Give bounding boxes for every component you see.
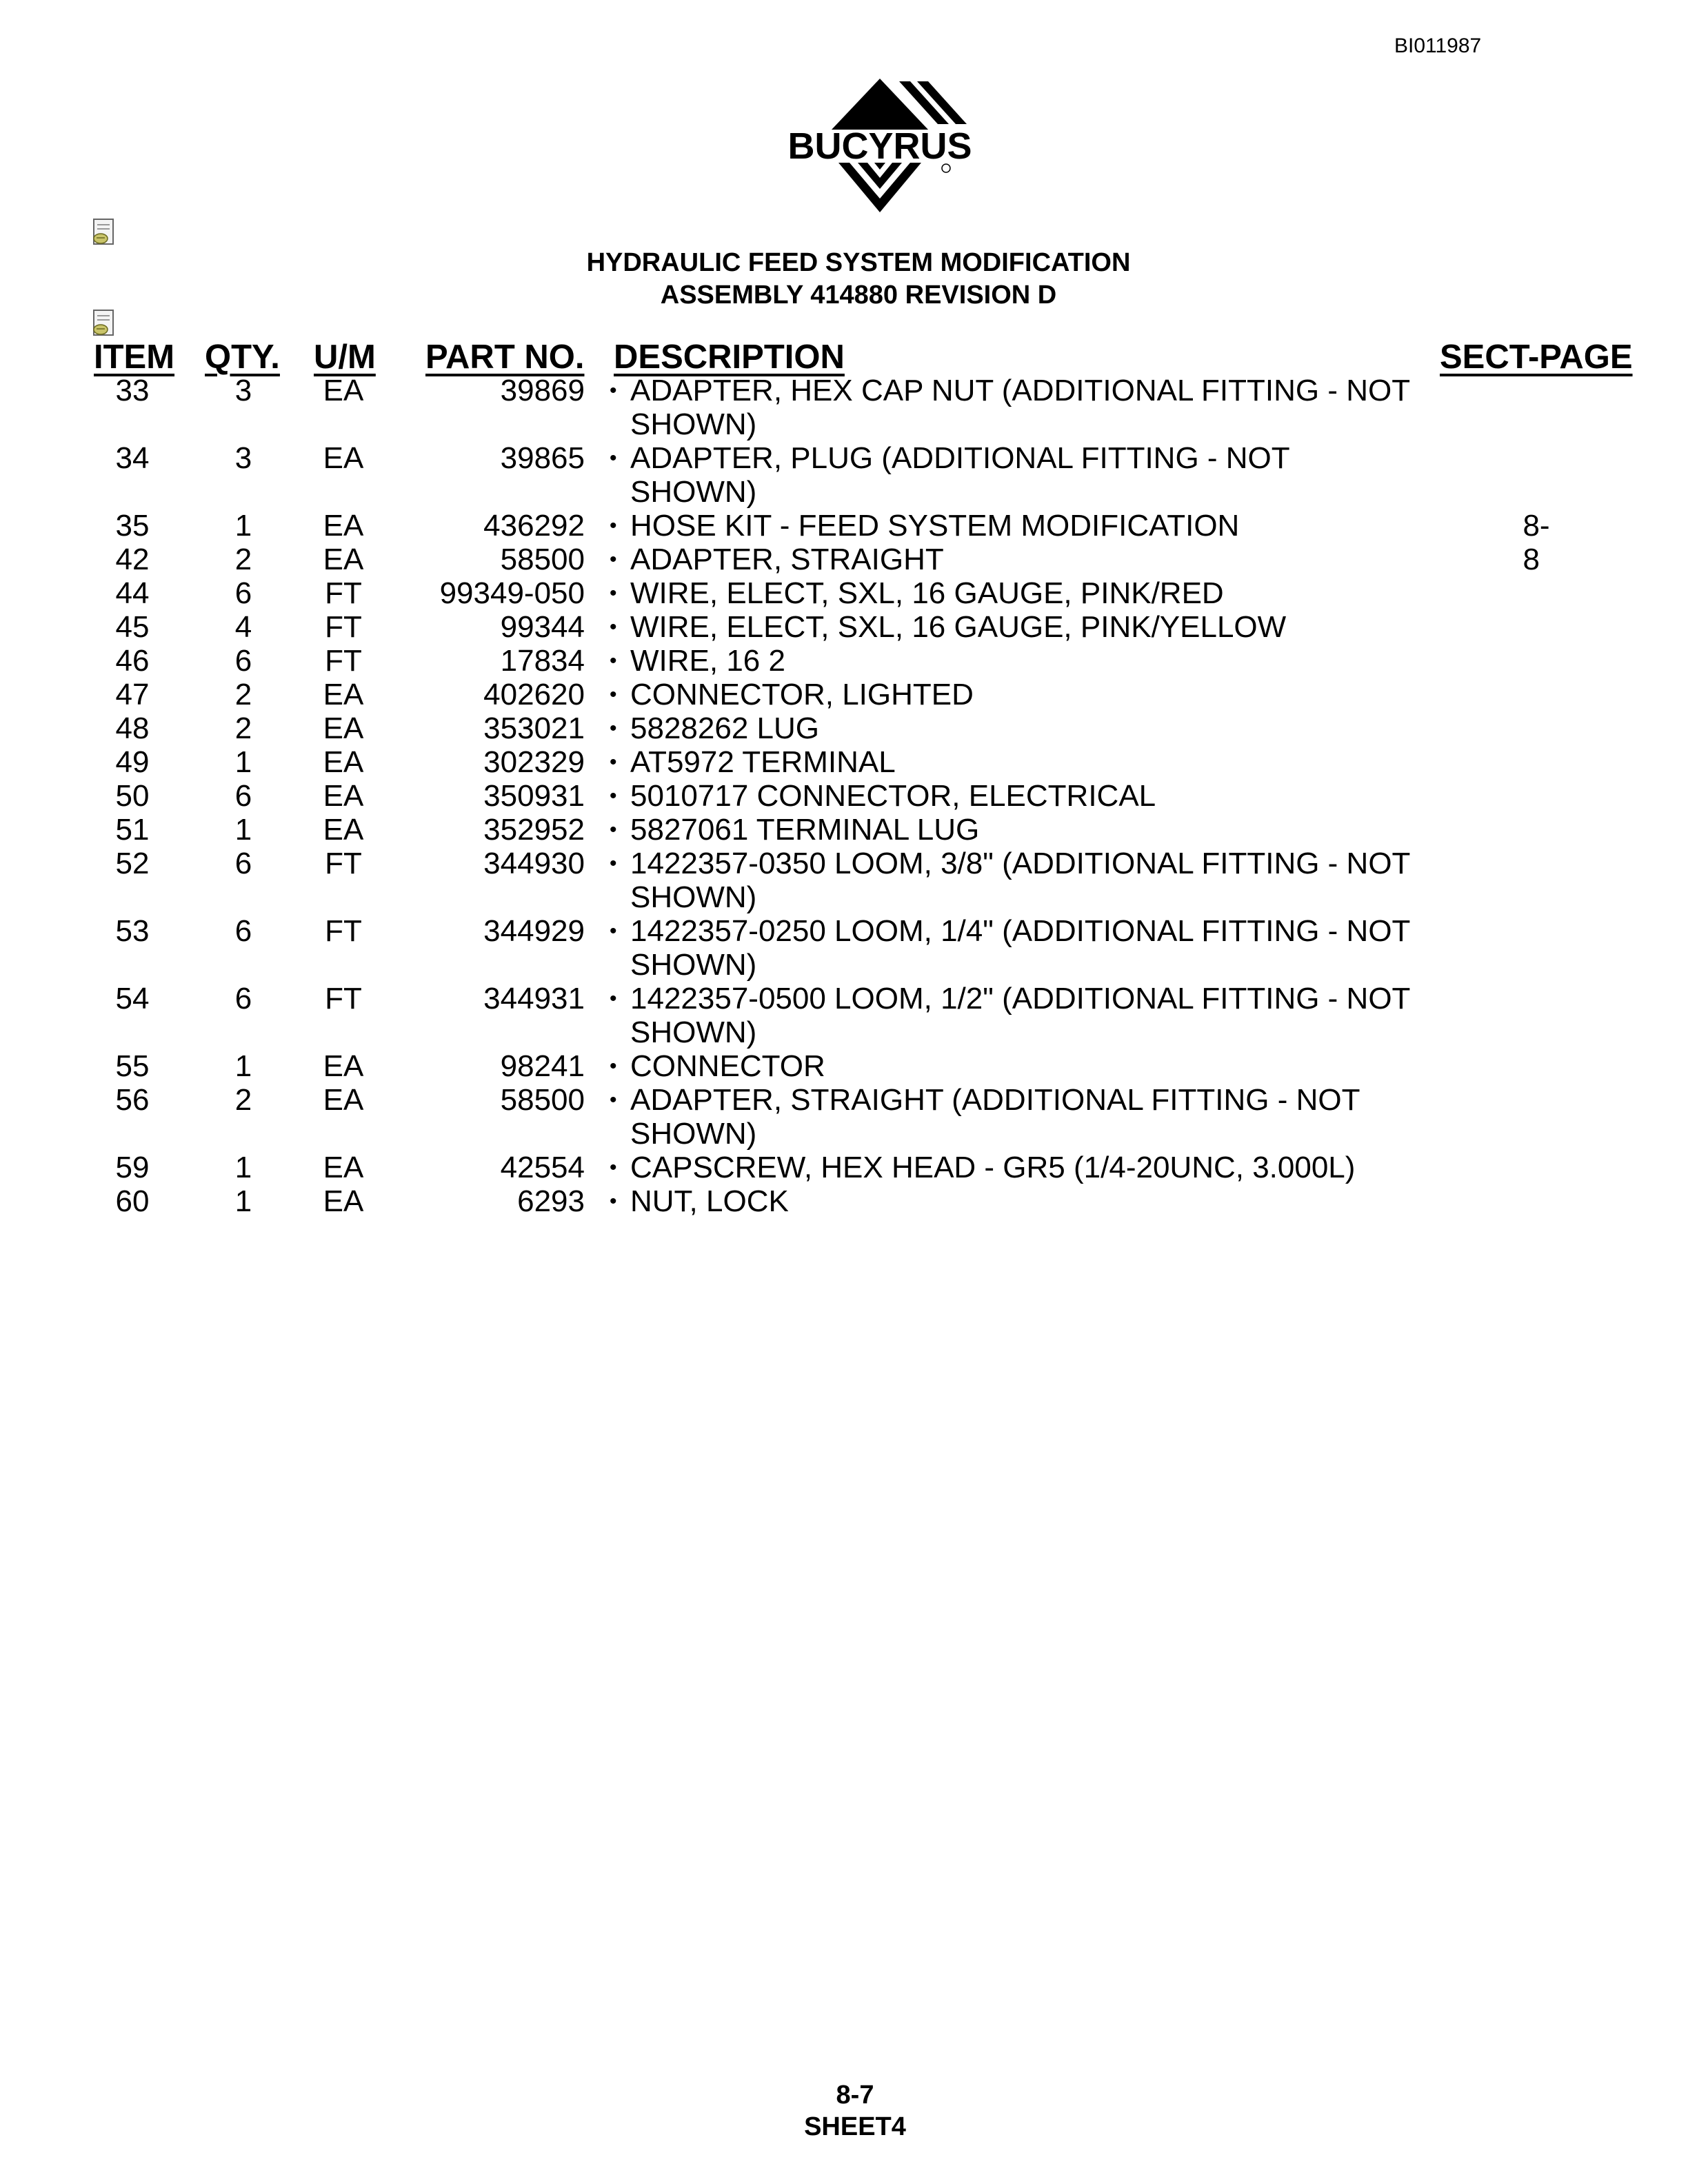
description-cell: ADAPTER, STRAIGHT [630, 543, 944, 576]
description-cell: CONNECTOR, LIGHTED [630, 678, 974, 711]
part-number-cell-text: 344931 [483, 982, 585, 1015]
part-number-cell-text: 6293 [517, 1184, 585, 1218]
table-row [0, 441, 1688, 509]
item-cell-text: 48 [115, 711, 150, 745]
qty-cell-text: 4 [234, 610, 252, 644]
item-cell-text: 56 [115, 1083, 150, 1117]
description-cell: WIRE, ELECT, SXL, 16 GAUGE, PINK/YELLOW [630, 610, 1287, 644]
header-part-no: PART NO. [425, 338, 585, 376]
description-cell: 1422357-0500 LOOM, 1/2" (ADDITIONAL FITTING - NOT SHOWN) [630, 982, 1410, 1049]
sect-page-cell-text: 8-8 [1523, 509, 1550, 576]
part-number-cell-text: 344929 [483, 914, 585, 948]
um-cell-text: EA [323, 374, 364, 407]
header-item: ITEM [94, 338, 175, 376]
part-number-cell [483, 745, 585, 779]
bullet-marker: • [610, 818, 617, 841]
part-number-cell-text: 98241 [500, 1049, 585, 1083]
part-number-cell-text: 352952 [483, 813, 585, 847]
table-row [0, 711, 1688, 745]
bullet-marker: • [610, 920, 617, 942]
qty-cell-text: 2 [234, 543, 252, 576]
part-number-cell-text: 353021 [483, 711, 585, 745]
bullet-marker: • [610, 1055, 617, 1078]
qty-cell-text: 6 [234, 847, 252, 880]
qty-cell-text: 6 [234, 914, 252, 948]
item-cell-text: 34 [115, 441, 150, 475]
um-cell-text: EA [323, 1184, 364, 1218]
table-row [0, 813, 1688, 847]
part-number-cell-text: 39865 [500, 441, 585, 475]
qty-cell-text: 1 [234, 1049, 252, 1083]
item-cell-text: 51 [115, 813, 150, 847]
part-number-cell [483, 678, 585, 711]
description-cell: HOSE KIT - FEED SYSTEM MODIFICATION [630, 509, 1240, 543]
item-cell-text: 47 [115, 678, 150, 711]
part-number-cell-text: 402620 [483, 678, 585, 711]
um-cell-text: EA [323, 711, 364, 745]
logo-wordmark: BUCYRUS [787, 125, 972, 167]
bullet-marker: • [610, 1156, 617, 1179]
table-row [0, 914, 1688, 982]
um-cell-text: EA [323, 1049, 364, 1083]
header-um: U/M [314, 338, 376, 376]
part-number-cell [501, 441, 585, 475]
description-cell: ADAPTER, STRAIGHT (ADDITIONAL FITTING - NOT SHOWN) [630, 1083, 1360, 1151]
parts-table [0, 374, 1688, 1218]
bullet-marker: • [610, 987, 617, 1010]
qty-cell-text: 1 [234, 509, 252, 543]
qty-cell-text: 6 [234, 644, 252, 678]
header-description: DESCRIPTION [614, 338, 845, 376]
page-number: 8-7 [836, 2081, 874, 2110]
table-row [0, 1049, 1688, 1083]
document-id: BI011987 [1394, 34, 1482, 57]
um-cell-text: FT [325, 644, 362, 678]
document-note-icon[interactable] [91, 309, 119, 339]
qty-cell-text: 1 [234, 1151, 252, 1184]
part-number-cell [501, 1151, 585, 1184]
part-number-cell-text: 58500 [500, 543, 585, 576]
bullet-marker: • [610, 1190, 617, 1213]
part-number-cell [483, 779, 585, 813]
item-cell-text: 42 [115, 543, 150, 576]
part-number-cell [440, 576, 585, 610]
qty-cell-text: 1 [234, 813, 252, 847]
part-number-cell-text: 344930 [483, 847, 585, 880]
um-cell-text: EA [323, 745, 364, 779]
bullet-marker: • [610, 852, 617, 875]
sheet-label: SHEET4 [804, 2112, 906, 2141]
item-cell-text: 55 [115, 1049, 150, 1083]
qty-cell-text: 1 [234, 745, 252, 779]
um-cell-text: FT [325, 576, 362, 610]
qty-cell-text: 6 [234, 982, 252, 1015]
table-row [0, 576, 1688, 610]
part-number-cell [501, 610, 585, 644]
part-number-cell [501, 543, 585, 576]
bullet-marker: • [610, 649, 617, 672]
description-cell: 5828262 LUG [630, 711, 819, 745]
item-cell-text: 53 [115, 914, 150, 948]
bullet-marker: • [610, 751, 617, 774]
part-number-cell [483, 847, 585, 880]
bullet-marker: • [610, 1089, 617, 1111]
part-number-cell-text: 42554 [500, 1151, 585, 1184]
item-cell-text: 59 [115, 1151, 150, 1184]
part-number-cell [501, 374, 585, 407]
bullet-marker: • [610, 582, 617, 605]
um-cell-text: EA [323, 543, 364, 576]
description-cell: CONNECTOR [630, 1049, 825, 1083]
um-cell-text: FT [325, 847, 362, 880]
part-number-cell-text: 99349-050 [439, 576, 585, 610]
description-cell: 5827061 TERMINAL LUG [630, 813, 980, 847]
um-cell-text: EA [323, 1151, 364, 1184]
item-cell-text: 44 [115, 576, 150, 610]
header-qty: QTY. [205, 338, 280, 376]
table-row [0, 847, 1688, 914]
item-cell-text: 35 [115, 509, 150, 543]
item-cell-text: 52 [115, 847, 150, 880]
bullet-marker: • [610, 616, 617, 638]
um-cell-text: EA [323, 813, 364, 847]
bullet-marker: • [610, 785, 617, 807]
item-cell-text: 49 [115, 745, 150, 779]
qty-cell-text: 1 [234, 1184, 252, 1218]
um-cell-text: FT [325, 914, 362, 948]
table-row [0, 644, 1688, 678]
header-sect-page: SECT-PAGE [1440, 338, 1633, 376]
table-row [0, 1151, 1688, 1184]
item-cell-text: 60 [115, 1184, 150, 1218]
bullet-marker: • [610, 548, 617, 571]
um-cell-text: EA [323, 441, 364, 475]
document-note-icon[interactable] [91, 218, 119, 248]
part-number-cell-text: 17834 [500, 644, 585, 678]
page-subtitle: ASSEMBLY 414880 REVISION D [660, 281, 1057, 310]
table-row [0, 779, 1688, 813]
part-number-cell [501, 1083, 585, 1117]
um-cell-text: EA [323, 779, 364, 813]
page-title: HYDRAULIC FEED SYSTEM MODIFICATION [586, 248, 1131, 277]
description-cell: 5010717 CONNECTOR, ELECTRICAL [630, 779, 1156, 813]
item-cell-text: 46 [115, 644, 150, 678]
bullet-marker: • [610, 514, 617, 537]
table-row [0, 1083, 1688, 1151]
bucyrus-logo [764, 74, 996, 219]
item-cell-text: 33 [115, 374, 150, 407]
qty-cell-text: 2 [234, 678, 252, 711]
bullet-marker: • [610, 683, 617, 706]
bullet-marker: • [610, 379, 617, 402]
part-number-cell-text: 58500 [500, 1083, 585, 1117]
part-number-cell [483, 982, 585, 1015]
part-number-cell [517, 1184, 585, 1218]
description-cell: WIRE, 16 2 [630, 644, 785, 678]
item-cell-text: 54 [115, 982, 150, 1015]
description-cell: CAPSCREW, HEX HEAD - GR5 (1/4-20UNC, 3.000L) [630, 1151, 1356, 1184]
description-cell: WIRE, ELECT, SXL, 16 GAUGE, PINK/RED [630, 576, 1224, 610]
um-cell-text: EA [323, 1083, 364, 1117]
part-number-cell [483, 813, 585, 847]
qty-cell-text: 3 [234, 441, 252, 475]
item-cell-text: 50 [115, 779, 150, 813]
part-number-cell-text: 436292 [483, 509, 585, 543]
table-row [0, 374, 1688, 441]
table-row [0, 543, 1688, 576]
part-number-cell-text: 350931 [483, 779, 585, 813]
part-number-cell [483, 509, 585, 543]
table-row [0, 982, 1688, 1049]
item-cell-text: 45 [115, 610, 150, 644]
table-row [0, 610, 1688, 644]
part-number-cell-text: 99344 [500, 610, 585, 644]
um-cell-text: FT [325, 982, 362, 1015]
bullet-marker: • [610, 717, 617, 740]
qty-cell-text: 3 [234, 374, 252, 407]
description-cell: ADAPTER, HEX CAP NUT (ADDITIONAL FITTING - NOT SHOWN) [630, 374, 1410, 441]
qty-cell-text: 6 [234, 576, 252, 610]
um-cell-text: EA [323, 678, 364, 711]
part-number-cell-text: 302329 [483, 745, 585, 779]
table-row [0, 1184, 1688, 1218]
table-row [0, 678, 1688, 711]
description-cell: AT5972 TERMINAL [630, 745, 896, 779]
qty-cell-text: 6 [234, 779, 252, 813]
part-number-cell [483, 711, 585, 745]
description-cell: 1422357-0350 LOOM, 3/8" (ADDITIONAL FITTING - NOT SHOWN) [630, 847, 1410, 914]
um-cell-text: EA [323, 509, 364, 543]
table-row [0, 745, 1688, 779]
qty-cell-text: 2 [234, 711, 252, 745]
um-cell-text: FT [325, 610, 362, 644]
part-number-cell-text: 39869 [500, 374, 585, 407]
description-cell: NUT, LOCK [630, 1184, 789, 1218]
bullet-marker: • [610, 447, 617, 469]
part-number-cell [501, 644, 585, 678]
description-cell: ADAPTER, PLUG (ADDITIONAL FITTING - NOT SHOWN) [630, 441, 1289, 509]
qty-cell-text: 2 [234, 1083, 252, 1117]
part-number-cell [501, 1049, 585, 1083]
description-cell: 1422357-0250 LOOM, 1/4" (ADDITIONAL FITTING - NOT SHOWN) [630, 914, 1410, 982]
part-number-cell [483, 914, 585, 948]
